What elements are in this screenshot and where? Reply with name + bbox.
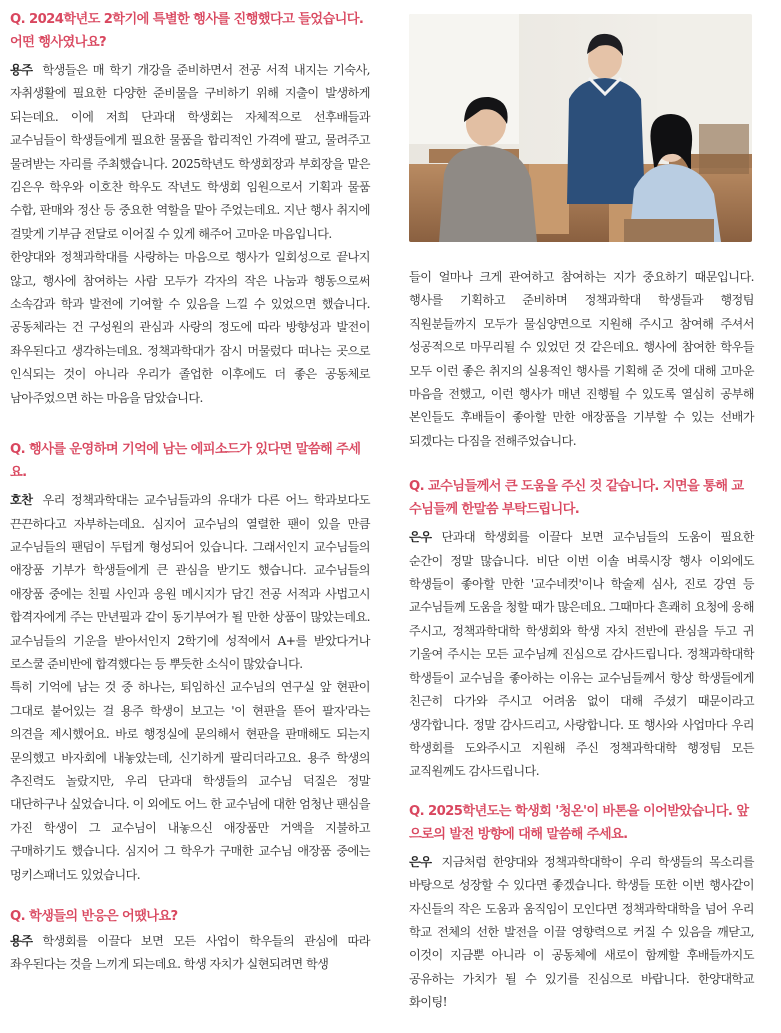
answer-text: 우리 정책과학대는 교수님들과의 유대가 다른 어느 학과보다도 끈끈하다고 자부하는데요. 심지어 교수님의 열렬한 팬이 있을 만큼 교수님들의 팬덤이 두텁게 형성되어 있습니다. 그래서인지 교수님들의 애장품 기부가 학생들에게 큰 관심을 받기도 했습니다. 교수님들의 애장품 중에는 친필 사인과 응원 메시지가 담긴 전공 서적과 사법고시 합격자에게 주는 만년필과 같이 동기부여가 될 만한 상품이 많았는데요. 교수님들의 기운을 받아서인지 2학기에 성적에서 A+를 받았다거나 로스쿨 준비반에 합격했다는 등 뿌듯한 소식이 많았습니다. xyxy=(10,493,370,671)
right-column xyxy=(409,0,754,1015)
answer-text: 한양대와 정책과학대를 사랑하는 마음으로 행사가 일회성으로 끝나지 않고, 행사에 참여하는 사람 모두가 각자의 작은 나눔과 행동으로써 소속감과 학과 발전에 기여할 수 있음을 느낄 수 있었으면 했습니다. 공동체라는 건 구성원의 관심과 사랑의 정도에 따라 방향성과 발전이 좌우된다고 생각하는데요. 정책과학대가 잠시 머물렀다 떠나는 곳으로 인식되는 것이 아니라 우리가 졸업한 이후에도 더 좋은 공동체로 남아주었으면 하는 마음을 담았습니다. xyxy=(10,250,370,405)
answer-paragraph xyxy=(10,676,370,887)
answer-paragraph-continued: 들이 얼마나 크게 관여하고 참여하는 지가 중요하기 때문입니다. 행사를 기획하고 준비하며 정책과학대 학생들과 행정팀 직원분들까지 모두가 물심양면으로 지원해 주시고 참여해 주셔서 성공적으로 마무리될 수 있었던 것 같은데요. 행사에 참여한 학우들 모두 이런 좋은 취지의 실용적인 행사를 기획해 준 것에 대해 고마운 마음을 전했고, 이런 행사가 매년 진행될 수 있도록 열심히 공부해 본인들도 후배들이 좋아할 만한 애장품을 기부할 수 있는 선배가 되겠다는 다짐을 전해주었습니다. xyxy=(409,270,754,448)
speaker-name: 호찬 xyxy=(10,493,33,508)
answer-text: 지금처럼 한양대와 정책과학대학이 우리 학생들의 목소리를 바탕으로 성장할 수 있다면 좋겠습니다. 학생들 또한 이번 행사같이 자신들의 작은 도움과 움직임이 모인다면 정책과학대학을 넘어 우리 학교 전체의 선한 발전을 이끌 영향력으로 커질 수 있음을 깨닫고, 이것이 지금뿐 아니라 이 공동체에 새로이 함께할 후배들까지도 공유하는 가치가 될 수 있기를 진심으로 바랍니다. 한양대학교 화이팅! xyxy=(409,854,754,1010)
answer-paragraph xyxy=(409,526,754,783)
question-heading: Q. 행사를 운영하며 기억에 남는 에피소드가 있다면 말씀해 주세요. xyxy=(10,442,361,481)
speaker-name: 용주 xyxy=(10,934,33,948)
question-heading: Q. 교수님들께서 큰 도움을 주신 것 같습니다. 지면을 통해 교수님들께 한말씀 부탁드립니다. xyxy=(409,479,744,518)
question-heading: Q. 2025학년도는 학생회 '청온'이 바톤을 이어받았습니다. 앞으로의 발전 방향에 대해 말씀해 주세요. xyxy=(409,803,749,842)
answer-paragraph xyxy=(10,930,370,977)
question-heading: Q. 2024학년도 2학기에 특별한 행사를 진행했다고 들었습니다. 어떤 행사였나요? xyxy=(10,12,364,50)
speaker-name: 은우 xyxy=(409,854,432,869)
left-column xyxy=(10,0,370,977)
answer-paragraph xyxy=(10,246,370,410)
answer-text: 학생회를 이끌다 보면 모든 사업이 학우들의 관심에 따라 좌우된다는 것을 느끼게 되는데요. 학생 자치가 실현되려면 학생 xyxy=(10,934,370,972)
answer-paragraph xyxy=(10,489,370,676)
answer-text: 특히 기억에 남는 것 중 하나는, 퇴임하신 교수님의 연구실 앞 현판이 그대로 붙어있는 걸 용주 학생이 보고는 '이 현판을 뜯어 팔자'라는 의견을 제시했어요. 바로 행정실에 문의해서 현판을 판매해도 되는지 문의했고 바자회에 내놓았는데, 신기하게 팔리더라고요. 용주 학생의 추진력도 놀랐지만, 우리 단과대 학생들의 교수님 덕질은 정말 대단하구나 싶었습니다. 이 외에도 어느 한 교수님에 대한 엄청난 팬심을 가진 학생이 그 교수님이 내놓으신 애장품만 거액을 지불하고 구매하기도 했습니다. 심지어 그 학우가 구매한 교수님 애장품 중에는 멍키스패너도 있었습니다. xyxy=(10,680,370,882)
answer-paragraph xyxy=(409,851,754,1015)
answer-text: 단과대 학생회를 이끌다 보면 교수님들의 도움이 필요한 순간이 정말 많습니다. 비단 이번 이솔 벼룩시장 행사 이외에도 학생들이 좋아할 만한 '교수네컷'이나 학술제 심사, 진로 강연 등 교수님들께 도움을 청할 때가 많은데요. 그때마다 흔쾌히 요청에 응해 주시고, 정책과학대학 학생회와 학생 자치 전반에 관심을 두고 귀 기울여 주시는 모든 교수님께 진심으로 감사드립니다. 정책과학대학 학생들이 교수님을 좋아하는 이유는 교수님들께서 항상 학생들에게 친근히 다가와 주시고 어려움 없이 대해 주셨기 때문이라고 생각합니다. 정말 감사드리고, 사랑합니다. 또 행사와 사업마다 우리 학생회를 도와주시고 지원해 주신 정책과학대학 행정팀 모든 교직원께도 감사드립니다. xyxy=(409,530,754,779)
speaker-name: 용주 xyxy=(10,63,33,77)
speaker-name: 은우 xyxy=(409,530,432,545)
answer-paragraph xyxy=(10,59,370,246)
question-heading: Q. 학생들의 반응은 어땠나요? xyxy=(10,909,178,924)
answer-text: 학생들은 매 학기 개강을 준비하면서 전공 서적 내지는 기숙사, 자취생활에 필요한 다양한 준비물을 구비하기 위해 지출이 발생하게 되는데요. 이에 저희 단과대 학생회는 자체적으로 선후배들과 교수님들이 학생들에게 필요한 물품을 합리적인 가격에 팔고, 물려주고 물려받는 자리를 주최했습니다. 2025학년도 학생회장과 부회장을 맡은 김은우 학우와 이호찬 학우도 작년도 학생회 임원으로서 기획과 물품 수합, 판매와 정산 등 중요한 역할을 맡아 주었는데요. 지난 행사 취지에 걸맞게 기부금 전달로 이어질 수 있게 해주어 고마운 마음입니다. xyxy=(10,63,370,241)
